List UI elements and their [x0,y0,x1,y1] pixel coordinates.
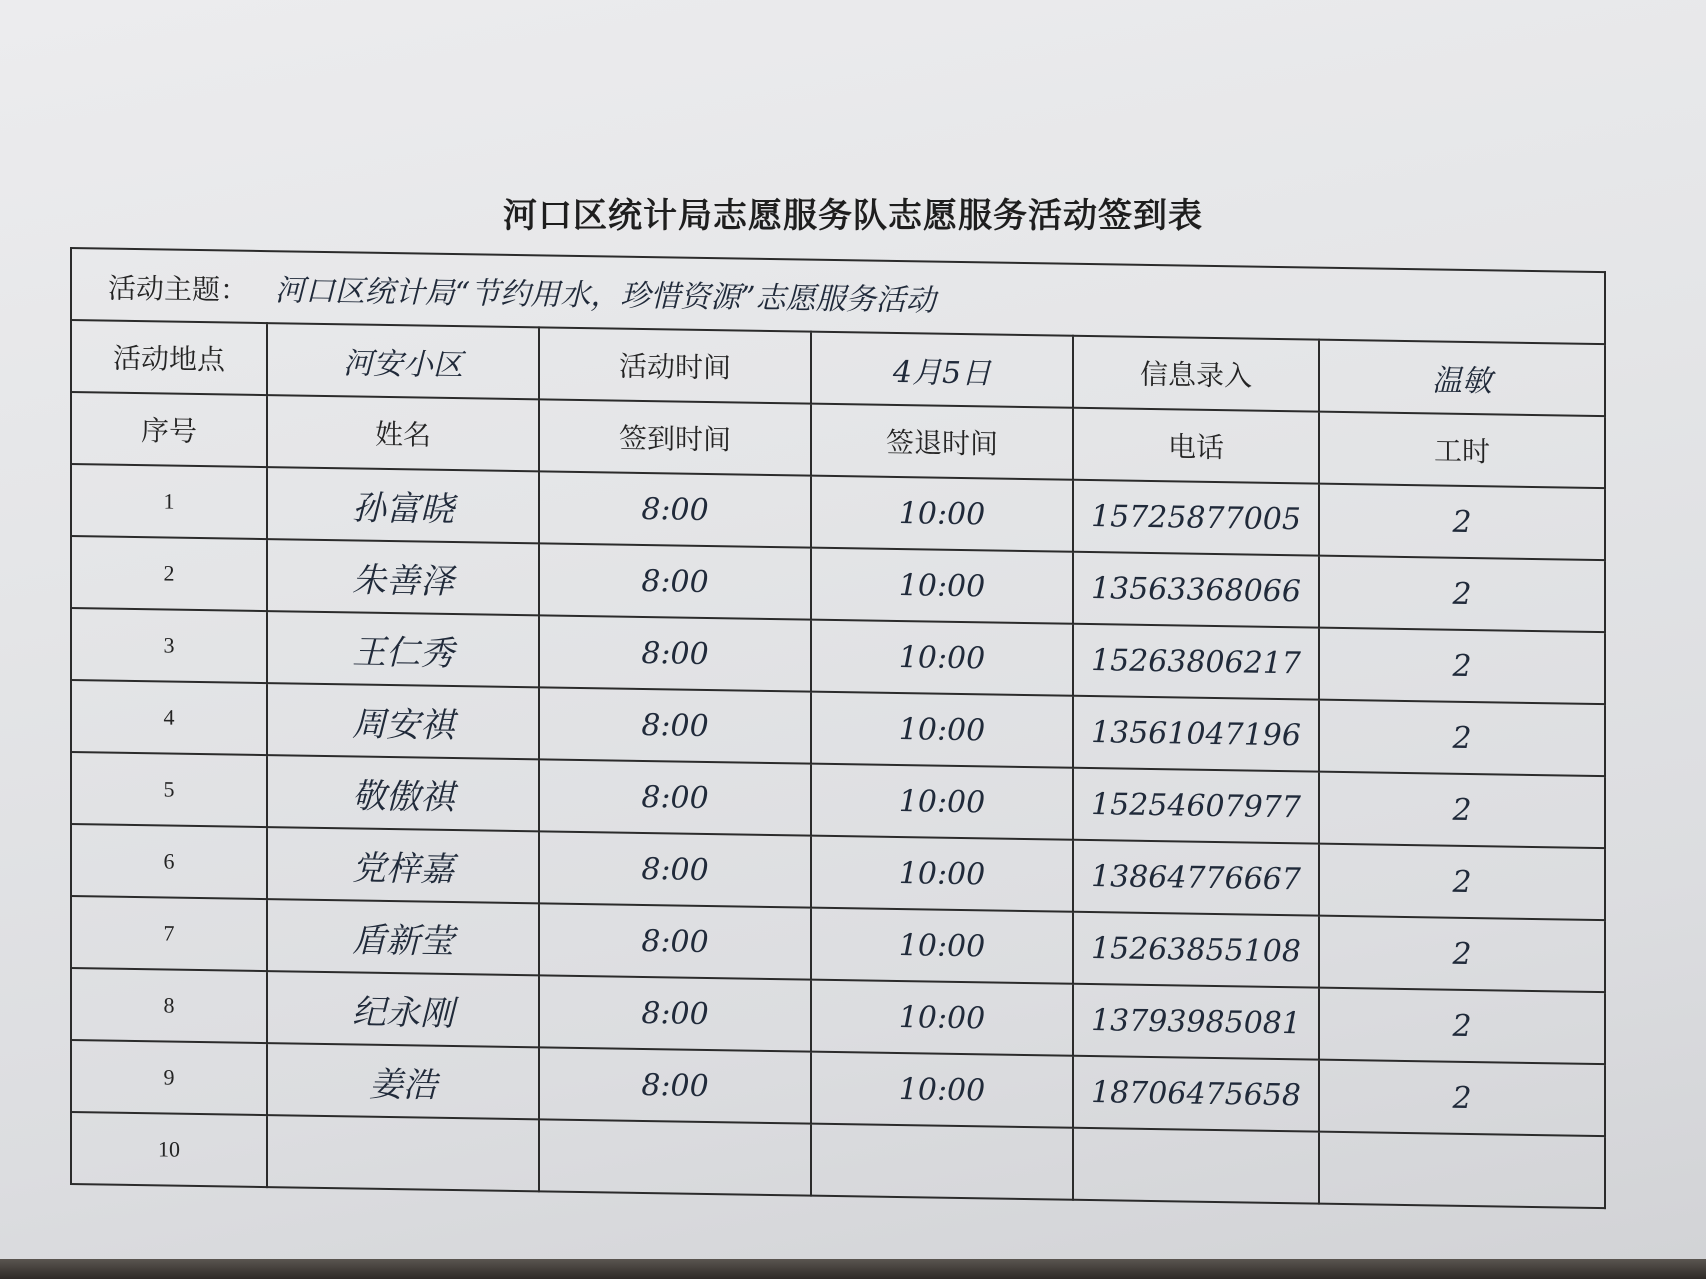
phone-cell: 15263855108 [1073,912,1319,988]
sign-out-time-cell: 10:00 [811,620,1073,696]
row-number-cell: 9 [71,1040,267,1115]
time-value: 4月5日 [811,332,1073,408]
hours-cell: 2 [1319,916,1605,992]
sign-in-table [70,247,1606,1209]
sign-in-time-cell: 8:00 [539,543,811,619]
sheet-title: 河口区统计局志愿服务队志愿服务活动签到表 [503,196,1203,236]
sign-out-time-cell: 10:00 [811,836,1073,912]
phone-cell: 13864776667 [1073,840,1319,916]
sign-out-time-cell: 10:00 [811,548,1073,624]
sign-in-time-cell: 8:00 [539,831,811,907]
time-label: 活动时间 [539,327,811,403]
sign-in-table-container [70,247,1604,1209]
hours-cell [1319,1132,1605,1208]
row-number-cell: 6 [71,824,267,899]
phone-cell: 15725877005 [1073,480,1319,556]
name-cell: 孙富晓 [267,467,539,543]
sign-in-time-cell: 8:00 [539,759,811,835]
column-header: 工时 [1319,412,1605,488]
name-cell: 纪永刚 [267,971,539,1047]
name-cell [267,1115,539,1191]
hours-cell: 2 [1319,772,1605,848]
hours-cell: 2 [1319,844,1605,920]
hours-cell: 2 [1319,484,1605,560]
sign-in-time-cell: 8:00 [539,687,811,763]
row-number-cell: 2 [71,536,267,611]
sign-out-time-cell: 10:00 [811,908,1073,984]
column-header: 电话 [1073,408,1319,484]
name-cell: 朱善泽 [267,539,539,615]
sign-out-time-cell: 10:00 [811,476,1073,552]
sign-in-time-cell: 8:00 [539,615,811,691]
row-number-cell: 4 [71,680,267,755]
table-body [71,464,1605,1208]
sign-in-time-cell: 8:00 [539,975,811,1051]
hours-cell: 2 [1319,628,1605,704]
hours-cell: 2 [1319,988,1605,1064]
column-header: 签到时间 [539,399,811,475]
sign-in-time-cell: 8:00 [539,903,811,979]
name-cell: 王仁秀 [267,611,539,687]
sign-in-time-cell [539,1119,811,1195]
desk-edge [0,1259,1706,1279]
column-header: 姓名 [267,395,539,471]
theme-value: 河口区统计局“节约用水，珍惜资源”志愿服务活动 [274,273,936,319]
row-number-cell: 10 [71,1112,267,1187]
sign-out-time-cell: 10:00 [811,1052,1073,1128]
location-value: 河安小区 [267,323,539,399]
hours-cell: 2 [1319,556,1605,632]
sign-in-time-cell: 8:00 [539,1047,811,1123]
phone-cell: 13561047196 [1073,696,1319,772]
name-cell: 周安祺 [267,683,539,759]
recorder-label: 信息录入 [1073,336,1319,412]
row-number-cell: 5 [71,752,267,827]
row-number-cell: 1 [71,464,267,539]
phone-cell: 13793985081 [1073,984,1319,1060]
name-cell: 盾新莹 [267,899,539,975]
recorder-value: 温敏 [1319,340,1605,416]
sign-out-time-cell [811,1124,1073,1200]
sign-in-time-cell: 8:00 [539,471,811,547]
column-header: 序号 [71,392,267,467]
phone-cell [1073,1128,1319,1204]
hours-cell: 2 [1319,700,1605,776]
hours-cell: 2 [1319,1060,1605,1136]
row-number-cell: 3 [71,608,267,683]
row-number-cell: 7 [71,896,267,971]
theme-label: 活动主题： [108,271,249,307]
location-label: 活动地点 [71,320,267,395]
phone-cell: 13563368066 [1073,552,1319,628]
name-cell: 党梓嘉 [267,827,539,903]
name-cell: 敬傲祺 [267,755,539,831]
name-cell: 姜浩 [267,1043,539,1119]
sign-out-time-cell: 10:00 [811,980,1073,1056]
column-header: 签退时间 [811,404,1073,480]
phone-cell: 15254607977 [1073,768,1319,844]
phone-cell: 15263806217 [1073,624,1319,700]
row-number-cell: 8 [71,968,267,1043]
sign-out-time-cell: 10:00 [811,692,1073,768]
phone-cell: 18706475658 [1073,1056,1319,1132]
sign-out-time-cell: 10:00 [811,764,1073,840]
